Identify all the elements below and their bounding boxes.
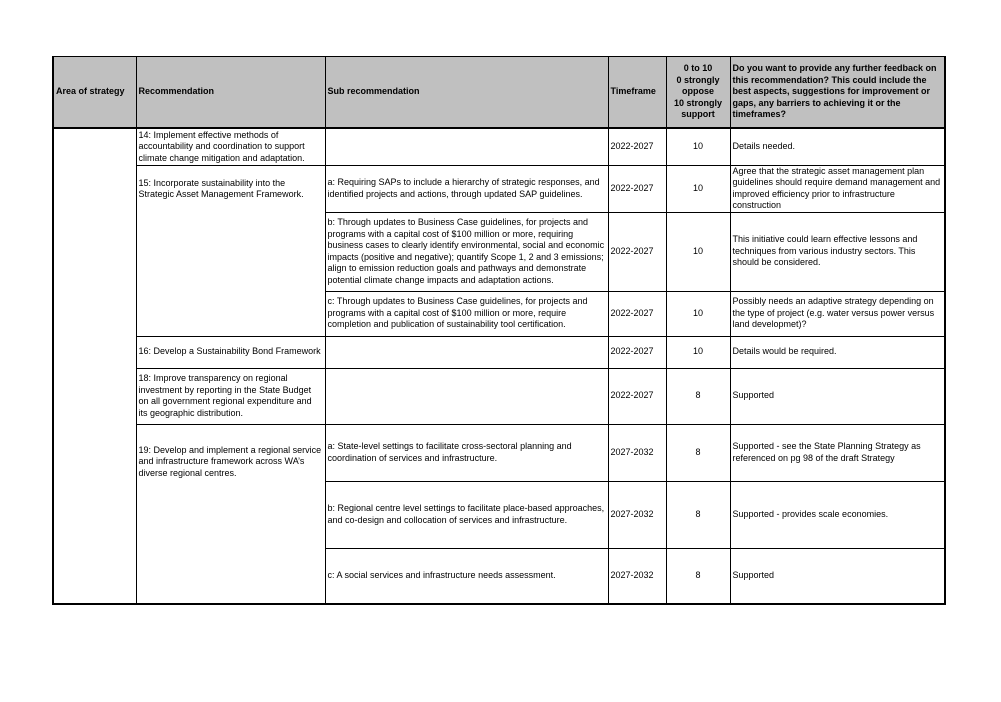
feedback-cell[interactable]: Details would be required. bbox=[730, 336, 945, 368]
timeframe-cell[interactable]: 2022-2027 bbox=[608, 212, 666, 291]
table-row bbox=[53, 368, 945, 424]
recommendation-cell[interactable]: 16: Develop a Sustainability Bond Framework bbox=[136, 336, 325, 368]
header-area: Area of strategy bbox=[53, 57, 136, 129]
feedback-cell[interactable]: Supported bbox=[730, 548, 945, 604]
score-cell[interactable]: 8 bbox=[666, 548, 730, 604]
table-row bbox=[53, 336, 945, 368]
sub-recommendation-cell[interactable] bbox=[325, 368, 608, 424]
strategy-feedback-sheet bbox=[52, 56, 944, 605]
timeframe-cell[interactable]: 2027-2032 bbox=[608, 424, 666, 481]
timeframe-cell[interactable]: 2022-2027 bbox=[608, 336, 666, 368]
score-cell[interactable]: 10 bbox=[666, 128, 730, 165]
score-cell[interactable]: 8 bbox=[666, 481, 730, 548]
feedback-cell[interactable]: Details needed. bbox=[730, 128, 945, 165]
table-row bbox=[53, 165, 945, 212]
score-cell[interactable]: 10 bbox=[666, 212, 730, 291]
sub-recommendation-cell[interactable]: a: State-level settings to facilitate cross-sectoral planning and coordination of services and infrastructure. bbox=[325, 424, 608, 481]
header-recommendation: Recommendation bbox=[136, 57, 325, 129]
timeframe-cell[interactable]: 2022-2027 bbox=[608, 368, 666, 424]
sub-recommendation-cell[interactable]: c: Through updates to Business Case guidelines, for projects and programs with a capital cost of $100 million or more, require completion and publication of sustainability tool certification. bbox=[325, 291, 608, 336]
table-row bbox=[53, 128, 945, 165]
score-cell[interactable]: 8 bbox=[666, 424, 730, 481]
sub-recommendation-cell[interactable]: b: Regional centre level settings to facilitate place-based approaches, and co-design and collocation of services and infrastructure. bbox=[325, 481, 608, 548]
recommendation-cell[interactable]: 18: Improve transparency on regional investment by reporting in the State Budget on all government regional expenditure and its geographic distribution. bbox=[136, 368, 325, 424]
feedback-cell[interactable]: Supported - see the State Planning Strategy as referenced on pg 98 of the draft Strategy bbox=[730, 424, 945, 481]
feedback-cell[interactable]: Supported bbox=[730, 368, 945, 424]
table-row bbox=[53, 424, 945, 481]
header-feedback: Do you want to provide any further feedback on this recommendation? This could include the best aspects, suggestions for improvement or gaps, any barriers to achieving it or the timeframes? bbox=[730, 57, 945, 129]
feedback-cell[interactable]: This initiative could learn effective lessons and techniques from various industry sectors. This should be considered. bbox=[730, 212, 945, 291]
header-score: 0 to 10 0 strongly oppose 10 strongly support bbox=[666, 57, 730, 129]
recommendation-cell[interactable]: 15: Incorporate sustainability into the Strategic Asset Management Framework. bbox=[136, 165, 325, 336]
timeframe-cell[interactable]: 2027-2032 bbox=[608, 548, 666, 604]
header-row bbox=[53, 57, 945, 129]
sub-recommendation-cell[interactable]: c: A social services and infrastructure needs assessment. bbox=[325, 548, 608, 604]
recommendation-cell[interactable]: 19: Develop and implement a regional service and infrastructure framework across WA’s diverse regional centres. bbox=[136, 424, 325, 604]
header-timeframe: Timeframe bbox=[608, 57, 666, 129]
score-cell[interactable]: 10 bbox=[666, 291, 730, 336]
sub-recommendation-cell[interactable]: b: Through updates to Business Case guidelines, for projects and programs with a capital cost of $100 million or more, requiring business cases to clearly identify environmental, social and economic impacts (positive and negative); quantify Scope 1, 2 and 3 emissions; align to emission reduction goals and pathways and demonstrate potential climate change impacts and adaptation actions. bbox=[325, 212, 608, 291]
feedback-table bbox=[52, 56, 946, 605]
timeframe-cell[interactable]: 2027-2032 bbox=[608, 481, 666, 548]
sub-recommendation-cell[interactable] bbox=[325, 336, 608, 368]
feedback-cell[interactable]: Agree that the strategic asset management plan guidelines should require demand management and improved efficiency prior to infrastructure construction bbox=[730, 165, 945, 212]
timeframe-cell[interactable]: 2022-2027 bbox=[608, 128, 666, 165]
timeframe-cell[interactable]: 2022-2027 bbox=[608, 165, 666, 212]
timeframe-cell[interactable]: 2022-2027 bbox=[608, 291, 666, 336]
score-cell[interactable]: 8 bbox=[666, 368, 730, 424]
score-cell[interactable]: 10 bbox=[666, 336, 730, 368]
recommendation-cell[interactable]: 14: Implement effective methods of accountability and coordination to support climate change mitigation and adaptation. bbox=[136, 128, 325, 165]
score-cell[interactable]: 10 bbox=[666, 165, 730, 212]
feedback-cell[interactable]: Supported - provides scale economies. bbox=[730, 481, 945, 548]
feedback-cell[interactable]: Possibly needs an adaptive strategy depending on the type of project (e.g. water versus power versus land developmet)? bbox=[730, 291, 945, 336]
sub-recommendation-cell[interactable]: a: Requiring SAPs to include a hierarchy of strategic responses, and identified projects and actions, through updated SAP guidelines. bbox=[325, 165, 608, 212]
sub-recommendation-cell[interactable] bbox=[325, 128, 608, 165]
area-cell bbox=[53, 128, 136, 604]
header-sub-recommendation: Sub recommendation bbox=[325, 57, 608, 129]
